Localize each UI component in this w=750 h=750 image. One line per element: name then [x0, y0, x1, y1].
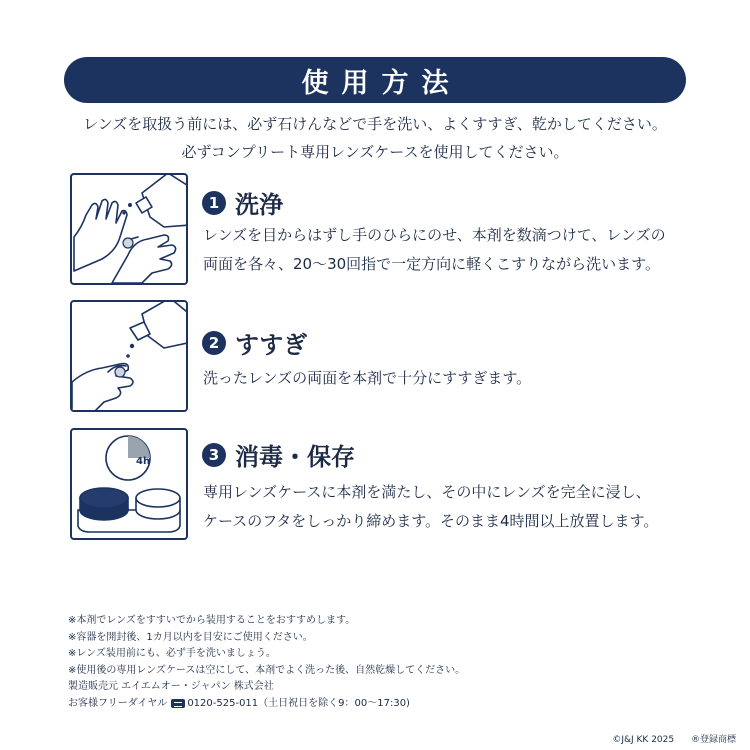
clock-label: 4h	[136, 456, 151, 467]
note-item: ※レンズ装用前にも、必ず手を洗いましょう。	[68, 648, 276, 659]
step-1-description	[203, 221, 666, 279]
hotline-line	[68, 696, 465, 713]
lens-case-clock-icon	[72, 430, 186, 538]
maker-line: 製造販売元 エイエムオー・ジャパン 株式会社	[68, 681, 274, 692]
note-item: ※容器を開封後、1カ月以内を目安にご使用ください。	[68, 631, 313, 643]
hotline-hours: （土日祝日を除く9：00〜17:30)	[258, 697, 410, 709]
step-2-line-1: 洗ったレンズの両面を本剤で十分にすすぎます。	[203, 369, 532, 387]
page-title: 使用方法	[301, 67, 462, 99]
step-2-description	[203, 364, 531, 393]
step-number-badge: 3	[202, 443, 226, 467]
step-number-badge: 1	[202, 191, 226, 215]
step-1-heading	[202, 185, 283, 220]
step-2-title: すすぎ	[235, 331, 308, 359]
free-dial-icon	[171, 699, 185, 708]
trademark-text: ®登録商標	[690, 735, 736, 745]
bottle-rinsing-lens-icon	[72, 302, 186, 410]
step-3-line-2: ケースのフタをしっかり締めます。そのまま4時間以上放置します。	[203, 512, 659, 530]
hotline-label: お客様フリーダイヤル	[68, 697, 168, 709]
step-1-line-2: 両面を各々、20〜30回指で一定方向に軽くこすりながら洗います。	[203, 255, 660, 273]
intro-line-2: 必ずコンプリート専用レンズケースを使用してください。	[181, 143, 569, 161]
title-banner	[64, 57, 686, 103]
step-3-illustration	[70, 428, 188, 540]
step-3-heading	[202, 437, 355, 472]
step-number-badge: 2	[202, 331, 226, 355]
note-item: ※本剤でレンズをすすいでから装用することをおすすめします。	[68, 615, 356, 626]
step-1-line-1: レンズを目からはずし手のひらにのせ、本剤を数滴つけて、レンズの	[203, 226, 666, 244]
notes-section	[68, 613, 465, 712]
step-3-description	[203, 478, 658, 536]
hand-washing-lens-icon	[72, 175, 186, 283]
step-2-heading	[202, 325, 307, 360]
step-2-illustration	[70, 300, 188, 412]
intro-line-1: レンズを取扱う前には、必ず石けんなどで手を洗い、よくすすぎ、乾かしてください。	[83, 115, 667, 133]
hotline-number: 0120-525-011	[187, 697, 259, 709]
step-1-title: 洗浄	[235, 191, 283, 219]
step-3-line-1: 専用レンズケースに本剤を満たし、その中にレンズを完全に浸し、	[203, 483, 651, 501]
step-3-title: 消毒・保存	[235, 443, 355, 471]
note-item: ※使用後の専用レンズケースは空にして、本剤でよく洗った後、自然乾燥してください。	[68, 664, 466, 676]
copyright-text: ©J&J KK 2025	[612, 735, 675, 745]
footer-copyright	[598, 732, 736, 745]
step-1-illustration	[70, 173, 188, 285]
